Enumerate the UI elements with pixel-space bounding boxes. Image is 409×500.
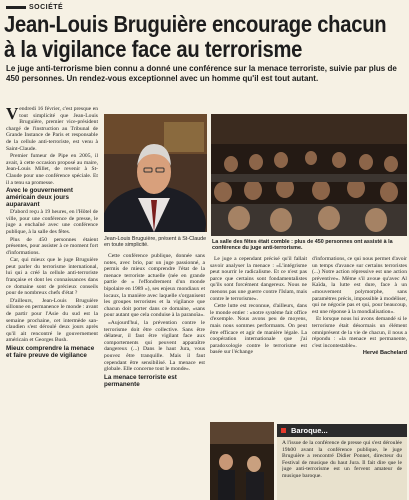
photo-caption-2: La salle des fêtes était comble : plus de 450 personnes ont assisté à la conférence du juge anti-terrorisme. bbox=[212, 239, 393, 252]
article-column-1 bbox=[6, 106, 98, 500]
paragraph: Cette lutte est reconnue, d'ailleurs, dans le monde entier : «notre système fait office d'exemple. Nous avons peu de moyens, mais nous sommes performants. On peut être efficace et agir de manière légale. La coopération internationale que j'ai paradoxologie contre le terrorisme est basée sur l'échange bbox=[210, 303, 307, 356]
lede: Le juge anti-terrorisme bien connu a donné une conférence sur la menace terroriste, suivie par plus de 450 personnes. Un rendez-vous exceptionnel avec un homme qu'il est tout autant. bbox=[6, 64, 397, 83]
paragraph: D'ailleurs, Jean-Louis Bruguière sillonne en permanence le monde : avant de partir pour l'Asie du sud est la semaine prochaine, cet intermède san-claudien s'est déroulé deux jours après qu'il ait rencontré le gouvernement américain et Georges Bush. bbox=[6, 297, 98, 344]
dropcap: V bbox=[6, 106, 19, 123]
paragraph: Le juge a cependant précisé qu'il fallait savoir analyser la menace : «L'intégrisme peut nourrir le radicalisme. Et ce n'est pas parce que certains sont fondamentalistes qu'ils sont forcément dangereux. Nous ne menons pas une guerre contre l'Islam, mais contre le terrorisme». bbox=[210, 256, 307, 302]
subheading: Avec le gouvernement américain deux jours auparavant bbox=[6, 187, 73, 209]
author-signature: Hervé Bachelard bbox=[362, 350, 407, 357]
article-column-4 bbox=[312, 256, 407, 421]
photo-concert bbox=[210, 422, 274, 500]
paragraph: D'abord reçu à 19 heures, en l'Hôtel de ville, pour une conférence de presse, le juge a enchaîné avec une conférence publique, à la salle des fêtes. bbox=[6, 209, 98, 235]
paragraph: Car, qui mieux que le juge Bruguière peut parler du terrorisme international, lui qui a créé la cellule anti-terroriste française et dont les connaissances dans ce domaine sont de précieux conseils pour de nombreux chefs d'état ? bbox=[6, 257, 98, 297]
paragraph: Cette conférence publique, donnée sans notes, avec brio, par un juge passionné, a permis de mieux comprendre l'état de la menace terroriste actuelle (née en grande partie de « l'effondrement d'un monde bipolaire en 1989 »), ses enjeux mondiaux et locaux, la manière avec laquelle s'organisent les groupes terroristes et la vigilance que chacun doit porter dans ce domaine, «sans pour autant que cela conduise à la paranoïa». bbox=[104, 253, 205, 319]
paragraph: d'informations, ce qui nous permet d'avoir un temps d'avance sur certains terroristes (...) Notre action répressive est une action préventive». Même s'il avoue qu'avec Al Kaïda, la lutte est dure, face à un «mouvement polymorphe, sans paramètres précis, impossible à modéliser, qui ne négocie pas et qui, pour beaucoup, est une réponse à la mondialisation». bbox=[312, 256, 407, 315]
baroque-header bbox=[277, 424, 407, 437]
headline-line1: Jean-Louis Bruguière encourage chacun bbox=[4, 11, 387, 37]
rubric-bar bbox=[6, 6, 26, 9]
paragraph: «Aujourd'hui, la prévention contre le terrorisme doit être collective. Sans être délateur, il faut être vigilant face aux comportements qui peuvent apparaître dangereux (...) Dans le haut Jura, vous pouvez être tranquille. Mais il faut cependant être sensibilisé. La menace est globale. Elle concerne tout le monde». bbox=[104, 319, 205, 373]
baroque-text: A l'issue de la conférence de presse qui s'est déroulée 19h00 avant la conférence publique, le juge Bruguière a rencontré Didier Ponnet, directeur du Festival de musique du haut Jura. Il fait dire que le juge anti-terrorisme est un fervent amateur de musique baroque. bbox=[282, 440, 402, 479]
paragraph: endredi 16 février, c'est presque en tout simplicité que Jean-Louis Bruguière, premier vice-président chargé de l'instruction au Tribunal de Grande Instance de Paris et responsable de la cellule anti-terroriste, est venu à Saint-Claude. bbox=[6, 106, 98, 152]
paragraph: Et lorsque nous lui avons demandé si le terrorisme était désormais un élément omniprésent de la vie de chacun, il nous a répondu : «la menace est permanente, c'est incontestable». bbox=[312, 316, 407, 349]
red-square-icon bbox=[281, 428, 286, 433]
baroque-title: Baroque... bbox=[291, 426, 328, 435]
audience-image bbox=[211, 114, 407, 236]
portrait-image bbox=[104, 114, 207, 232]
subheading: La menace terroriste est permanente bbox=[104, 373, 177, 388]
concert-image bbox=[210, 422, 274, 500]
paragraph: Premier fumeur de Pipe en 2005, il avait, à cette occasion proposé au maire, Jean-Louis Millet, de revenir à St-Claude pour une conférence spéciale. Et il a tenu sa promesse. bbox=[6, 153, 98, 186]
photo-caption-1: Jean-Louis Bruguière, présent à St-Claude en toute simplicité. bbox=[104, 236, 207, 249]
baroque-box bbox=[277, 424, 407, 500]
headline bbox=[4, 11, 387, 62]
photo-bruguiere bbox=[104, 114, 207, 232]
headline-line2: à la vigilance face au terrorisme bbox=[4, 36, 303, 62]
article-column-2 bbox=[104, 253, 205, 500]
paragraph: Plus de 450 personnes étaient présentes, pour assister à ce moment fort d'informations. bbox=[6, 236, 98, 256]
subheading: Mieux comprendre la menace et faire preuve de vigilance bbox=[6, 345, 95, 359]
photo-audience bbox=[211, 114, 407, 236]
article-column-3 bbox=[210, 256, 307, 420]
section-label: SOCIÉTÉ bbox=[29, 3, 64, 11]
